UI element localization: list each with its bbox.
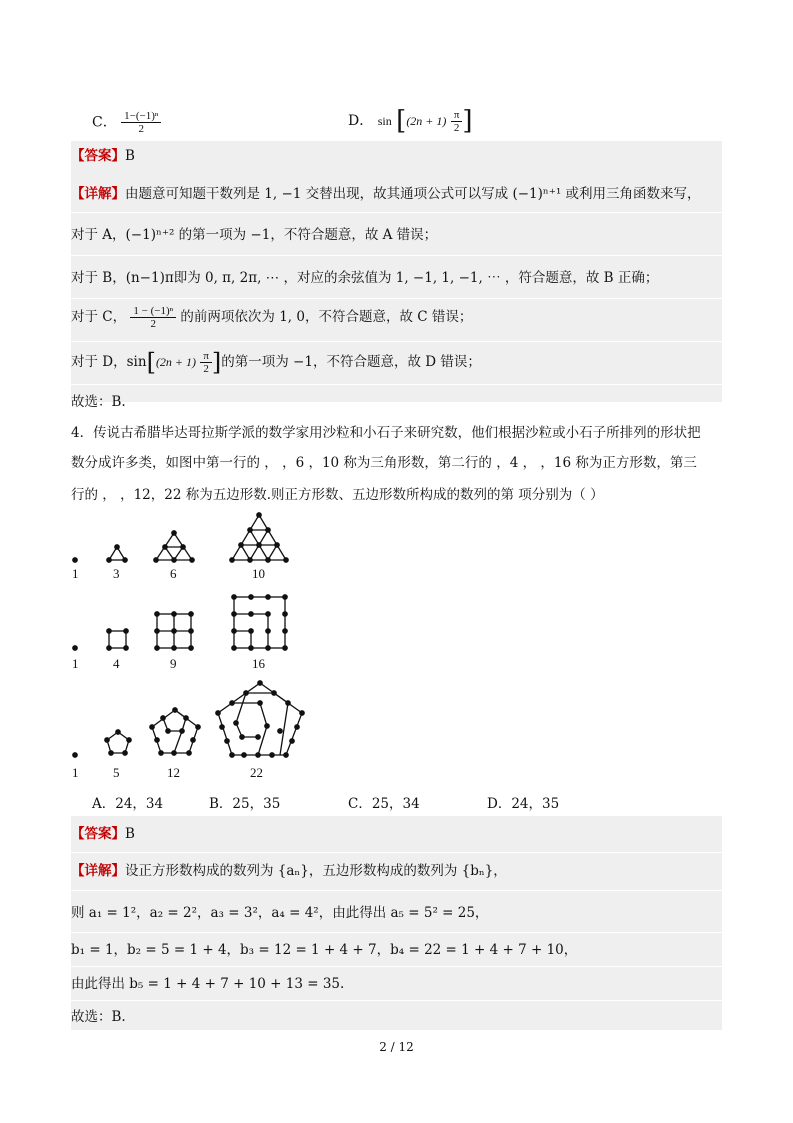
question-4-line-1: 4．传说古希腊毕达哥拉斯学派的数学家用沙粒和小石子来研究数，他们根据沙粒或小石子所排列的形状把 bbox=[71, 425, 701, 441]
option-4-c: C．25，34 bbox=[348, 796, 420, 812]
answer-line-4 bbox=[71, 824, 135, 844]
divider bbox=[71, 932, 722, 933]
divider bbox=[71, 966, 722, 967]
derivation-line-3: 由此得出 b₅ = 1 + 4 + 7 + 10 + 13 = 35. bbox=[71, 976, 345, 992]
triangle-6 bbox=[154, 531, 194, 562]
answer-value: B bbox=[125, 148, 135, 164]
divider bbox=[71, 384, 722, 385]
divider bbox=[71, 852, 722, 853]
detail-line-4 bbox=[71, 861, 507, 881]
fig-label-r1-1: 1 bbox=[72, 566, 79, 581]
fig-label-r3-3: 12 bbox=[167, 765, 180, 780]
question-4-line-3: 行的 ， ，12，22 称为五边形数.则正方形数、五边形数所构成的数列的第 项分别为（ ） bbox=[71, 487, 604, 503]
figurate-numbers-figure bbox=[66, 505, 326, 790]
option-4-d: D．24，35 bbox=[487, 796, 560, 812]
analysis-c-num: 1 − (−1)ⁿ bbox=[130, 305, 176, 318]
fig-label-r2-2: 4 bbox=[113, 656, 120, 671]
fig-label-r3-4: 22 bbox=[250, 765, 263, 780]
page-number: 2 / 12 bbox=[379, 1040, 414, 1054]
detail-text: 设正方形数构成的数列为 {aₙ}，五边形数构成的数列为 {bₙ}， bbox=[125, 863, 507, 879]
analysis-d-fnum: π bbox=[203, 350, 209, 362]
divider bbox=[71, 255, 722, 256]
answer-line-3 bbox=[71, 146, 135, 166]
answer-tag: 【答案】 bbox=[71, 826, 125, 842]
answer-block-4 bbox=[71, 816, 722, 1030]
choose-line-4: 故选：B. bbox=[71, 1009, 126, 1025]
fig-label-r1-4: 10 bbox=[252, 566, 265, 581]
divider bbox=[71, 1000, 722, 1001]
analysis-b: 对于 B，(n−1)π即为 0, π, 2π, ⋯ ，对应的余弦值为 1, −1, 1, −1, ⋯ ，符合题意，故 B 正确； bbox=[71, 270, 659, 286]
dot bbox=[73, 646, 77, 650]
option-c-denominator: 2 bbox=[138, 123, 145, 135]
fig-label-r2-3: 9 bbox=[170, 656, 177, 671]
analysis-c bbox=[71, 305, 472, 330]
fig-label-r1-3: 6 bbox=[170, 566, 177, 581]
dot bbox=[73, 558, 77, 562]
answer-value: B bbox=[125, 826, 135, 842]
option-d bbox=[348, 106, 473, 136]
triangle-3 bbox=[107, 545, 127, 562]
option-c bbox=[92, 110, 161, 135]
option-d-label: D． bbox=[348, 113, 374, 129]
divider bbox=[71, 890, 722, 891]
analysis-c-fraction bbox=[130, 305, 176, 330]
fig-label-r3-2: 5 bbox=[113, 765, 120, 780]
analysis-c-post: 的前两项依次为 1, 0，不符合题意，故 C 错误； bbox=[180, 309, 473, 325]
fig-label-r1-2: 3 bbox=[113, 566, 120, 581]
option-d-frac-den: 2 bbox=[451, 121, 463, 134]
square-4-dots bbox=[107, 629, 128, 650]
analysis-c-pre: 对于 C， bbox=[71, 309, 127, 325]
dot bbox=[73, 753, 77, 757]
detail-tag: 【详解】 bbox=[71, 186, 125, 202]
square-16-dots bbox=[232, 595, 287, 650]
square-4 bbox=[109, 631, 126, 648]
analysis-d-post: 的第一项为 −1，不符合题意，故 D 错误； bbox=[221, 354, 481, 370]
analysis-d bbox=[71, 350, 481, 375]
analysis-d-fden: 2 bbox=[200, 362, 212, 375]
divider bbox=[71, 341, 722, 342]
option-4-a: A．24，34 bbox=[92, 796, 164, 812]
fig-label-r3-1: 1 bbox=[72, 765, 79, 780]
divider bbox=[71, 212, 722, 213]
option-d-inner: (2n + 1) bbox=[406, 114, 447, 128]
analysis-d-inner: (2n + 1) bbox=[155, 355, 197, 369]
detail-text: 由题意可知题干数列是 1, −1 交替出现，故其通项公式可以写成 (−1)ⁿ⁺¹ 或利用三角函数来写， bbox=[125, 186, 701, 202]
fig-label-r2-1: 1 bbox=[72, 656, 79, 671]
triangle-10 bbox=[230, 513, 288, 562]
analysis-d-bracket-close: ] bbox=[211, 348, 222, 377]
square-16 bbox=[234, 597, 285, 648]
pentagon-5 bbox=[105, 730, 131, 755]
analysis-d-bracket-open: [ bbox=[146, 348, 156, 377]
question-4-line-2: 数分成许多类，如图中第一行的 ， ，6 ，10 称为三角形数，第二行的 ，4 ， ，16 称为正方形数，第三 bbox=[71, 455, 697, 471]
detail-tag: 【详解】 bbox=[71, 863, 125, 879]
divider bbox=[71, 298, 722, 299]
option-4-b: B．25，35 bbox=[209, 796, 281, 812]
analysis-a: 对于 A，(−1)ⁿ⁺² 的第一项为 −1，不符合题意，故 A 错误； bbox=[71, 227, 438, 243]
pentagon-12 bbox=[150, 708, 200, 755]
option-c-fraction bbox=[121, 110, 161, 135]
option-d-fraction bbox=[451, 109, 463, 134]
option-c-label: C． bbox=[92, 114, 117, 131]
choose-line-3: 故选：B. bbox=[71, 394, 126, 410]
option-d-frac-num: π bbox=[453, 108, 460, 121]
fig-label-r2-4: 16 bbox=[252, 656, 265, 671]
analysis-c-den: 2 bbox=[150, 318, 157, 330]
option-d-sin: sin bbox=[377, 114, 392, 128]
option-d-bracket-open: [ bbox=[396, 106, 407, 136]
answer-tag: 【答案】 bbox=[71, 148, 125, 164]
option-d-bracket-close: ] bbox=[462, 106, 473, 136]
analysis-d-fraction bbox=[200, 350, 212, 375]
derivation-line-2: b₁ = 1，b₂ = 5 = 1 + 4，b₃ = 12 = 1 + 4 + 7，b₄ = 22 = 1 + 4 + 7 + 10， bbox=[71, 942, 578, 958]
detail-line-3 bbox=[71, 184, 701, 204]
derivation-line-1: 则 a₁ = 1²，a₂ = 2²，a₃ = 3²，a₄ = 4²，由此得出 a₅ = 5² = 25， bbox=[71, 905, 489, 921]
analysis-d-pre: 对于 D，sin bbox=[71, 354, 147, 370]
pentagon-22 bbox=[216, 681, 304, 757]
option-c-numerator: 1−(−1)ⁿ bbox=[121, 110, 161, 123]
